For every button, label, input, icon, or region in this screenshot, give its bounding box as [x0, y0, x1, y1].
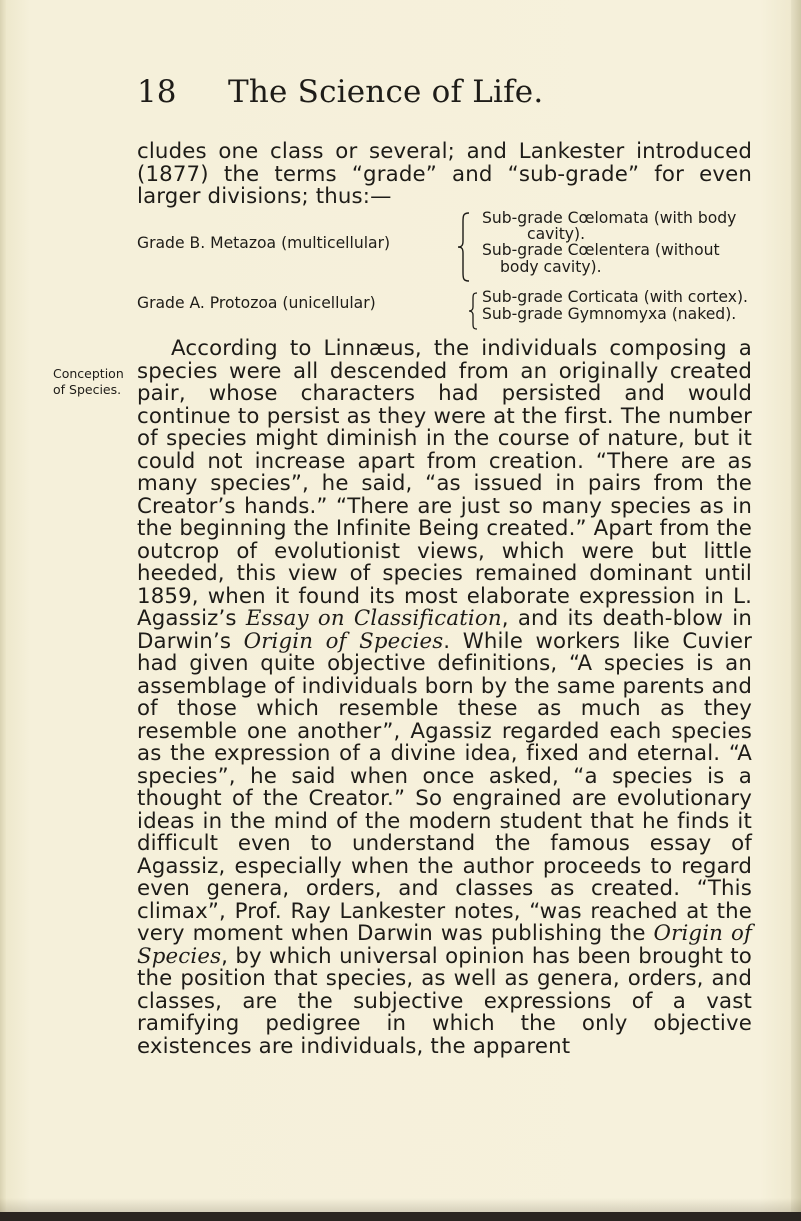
sub-grade-gymnomyxa: Sub-grade Gymnomyxa (naked). — [482, 305, 737, 323]
book-title-origin-of-species: Origin of Species — [243, 628, 444, 654]
page-bottom-shadow — [0, 1198, 801, 1212]
grade-b-label: Grade B. Metazoa (multicellular) — [137, 234, 391, 252]
sub-grade-coelentera: Sub-grade Cœlentera (without — [482, 241, 720, 259]
book-title-essay-on-classification: Essay on Classification — [245, 606, 502, 631]
running-title: The Science of Life. — [228, 74, 544, 110]
brace-icon — [457, 212, 471, 282]
page-bottom-edge — [0, 1212, 801, 1221]
grade-a-label: Grade A. Protozoa (unicellular) — [137, 294, 376, 312]
sub-grade-coelomata-cont: cavity). — [527, 225, 586, 243]
sub-grade-coelomata: Sub-grade Cœlomata (with body — [482, 209, 737, 227]
page-number: 18 — [137, 74, 177, 110]
paragraph-intro: cludes one class or several; and Lankester introduced (1877) the terms “grade” and “sub-grade” for even larger divisions; thus:— — [137, 139, 752, 209]
brace-icon — [468, 292, 478, 330]
paragraph-species — [137, 338, 752, 1058]
paragraph-species-text: , and its death-blow in Darwin’s — [137, 606, 753, 654]
sub-grade-corticata: Sub-grade Corticata (with cortex). — [482, 288, 749, 306]
paragraph-species-text: . While workers like Cuvier had given quite objective definitions, “A species is an assemblage of individuals born by the same parents and of those which resemble these as much as they resemble one another”, Agassiz regarded each species as the expression of a divine idea, fixed and eternal. “A species”, he said when once asked, “a species is a thought of the Creator.” So engrained are evolutionary ideas in the mind of the modern student that he finds it difficult even to understand the famous essay of Agassiz, especially when the author proceeds to regard even genera, orders, and classes as created. “This climax”, Prof. Ray Lankester notes, “was reached at the very moment when Darwin was publishing the — [137, 628, 752, 946]
page-left-edge — [0, 0, 6, 1221]
page-right-edge — [791, 0, 801, 1221]
sub-grade-coelentera-cont: body cavity). — [500, 258, 602, 276]
paragraph-species-text: , by which universal opinion has been brought to the position that species, as well as genera, orders, and classes, are the subjective expressions of a vast ramifying pedigree in which the only objective existences are individuals, the apparent — [137, 943, 752, 1059]
classification-table — [137, 208, 757, 330]
margin-note-line-1: Conception — [53, 366, 124, 381]
paragraph-species-text: According to Linnæus, the individuals composing a species were all descended from an originally created pair, whose characters had persisted and would continue to persist as they were at the first. The number of species might diminish in the course of nature, but it could not increase apart from creation. “There are as many species”, he said, “as issued in pairs from the Creator’s hands.” “There are just so many species as in the beginning the Infinite Being created.” Apart from the outcrop of evolutionist views, which were but little heeded, this view of species remained dominant until 1859, when it found its most elaborate expression in L. Agassiz’s — [137, 336, 752, 631]
margin-note-line-2: of Species. — [53, 382, 122, 397]
book-title-origin-of-species: Origin of Species — [137, 921, 752, 969]
